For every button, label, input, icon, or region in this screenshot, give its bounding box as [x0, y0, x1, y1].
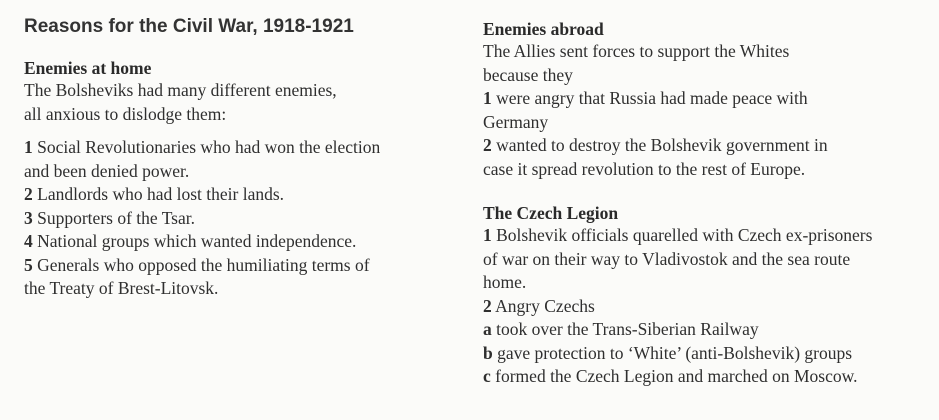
- list-item: [24, 183, 454, 207]
- item-text: Germany: [483, 111, 549, 132]
- list-item: [483, 134, 923, 181]
- section-heading-czech-legion: The Czech Legion: [483, 203, 619, 223]
- item-number: 1: [24, 137, 33, 157]
- list-item: [24, 207, 454, 231]
- item-number: 4: [24, 231, 33, 251]
- left-column: [24, 14, 454, 301]
- list-item: [483, 224, 923, 295]
- list-item: [483, 87, 923, 134]
- item-number: 5: [24, 254, 33, 275]
- item-number: 1: [483, 88, 492, 108]
- list-item: [483, 365, 923, 389]
- item-text: gave protection to ‘White’ (anti-Bolshevik) groups: [497, 342, 853, 363]
- item-number: 1: [483, 225, 492, 245]
- item-number: 2: [483, 135, 492, 155]
- item-number: 3: [24, 207, 33, 228]
- item-text: took over the Trans-Siberian Railway: [496, 319, 759, 339]
- item-number: 2: [24, 184, 33, 204]
- list-item: [483, 295, 923, 319]
- home-intro-line-2: all anxious to dislodge them:: [24, 103, 227, 124]
- item-text: formed the Czech Legion and marched on Moscow.: [495, 366, 858, 386]
- item-text: wanted to destroy the Bolshevik government in: [496, 135, 828, 155]
- home-reasons-list: [24, 136, 454, 301]
- right-column: [483, 18, 923, 389]
- list-item: [24, 136, 454, 183]
- item-letter: c: [483, 366, 491, 386]
- item-text: Generals who opposed the humiliating terms of: [37, 254, 370, 275]
- page-title: Reasons for the Civil War, 1918-1921: [24, 16, 354, 37]
- item-letter: a: [483, 319, 492, 339]
- item-text: the Treaty of Brest-Litovsk.: [24, 278, 219, 298]
- item-text: Supporters of the Tsar.: [37, 207, 196, 228]
- item-text: Social Revolutionaries who had won the election: [37, 137, 381, 157]
- item-text: Landlords who had lost their lands.: [37, 184, 285, 204]
- section-heading-enemies-abroad: Enemies abroad: [483, 19, 604, 39]
- item-text: of war on their way to Vladivostok and the sea route: [483, 248, 851, 269]
- item-text: were angry that Russia had made peace with: [496, 88, 808, 108]
- item-text: home.: [483, 272, 527, 292]
- item-number: 2: [483, 295, 492, 316]
- item-text: Bolshevik officials quarelled with Czech ex-prisoners: [496, 225, 873, 245]
- list-item: [483, 342, 923, 366]
- item-text: case it spread revolution to the rest of Europe.: [483, 158, 806, 179]
- home-intro-line-1: The Bolsheviks had many different enemies,: [24, 80, 337, 100]
- abroad-reasons-list: [483, 87, 923, 181]
- abroad-intro-line-2: because they: [483, 64, 573, 85]
- item-text: Angry Czechs: [495, 295, 595, 316]
- list-item: [483, 318, 923, 342]
- list-item: [24, 254, 454, 301]
- czech-reasons-list: [483, 224, 923, 389]
- item-text: National groups which wanted independence.: [37, 231, 357, 251]
- item-text: and been denied power.: [24, 160, 190, 181]
- abroad-intro-line-1: The Allies sent forces to support the Whites: [483, 41, 790, 61]
- item-letter: b: [483, 342, 493, 363]
- section-heading-enemies-at-home: Enemies at home: [24, 58, 152, 78]
- list-item: [24, 230, 454, 254]
